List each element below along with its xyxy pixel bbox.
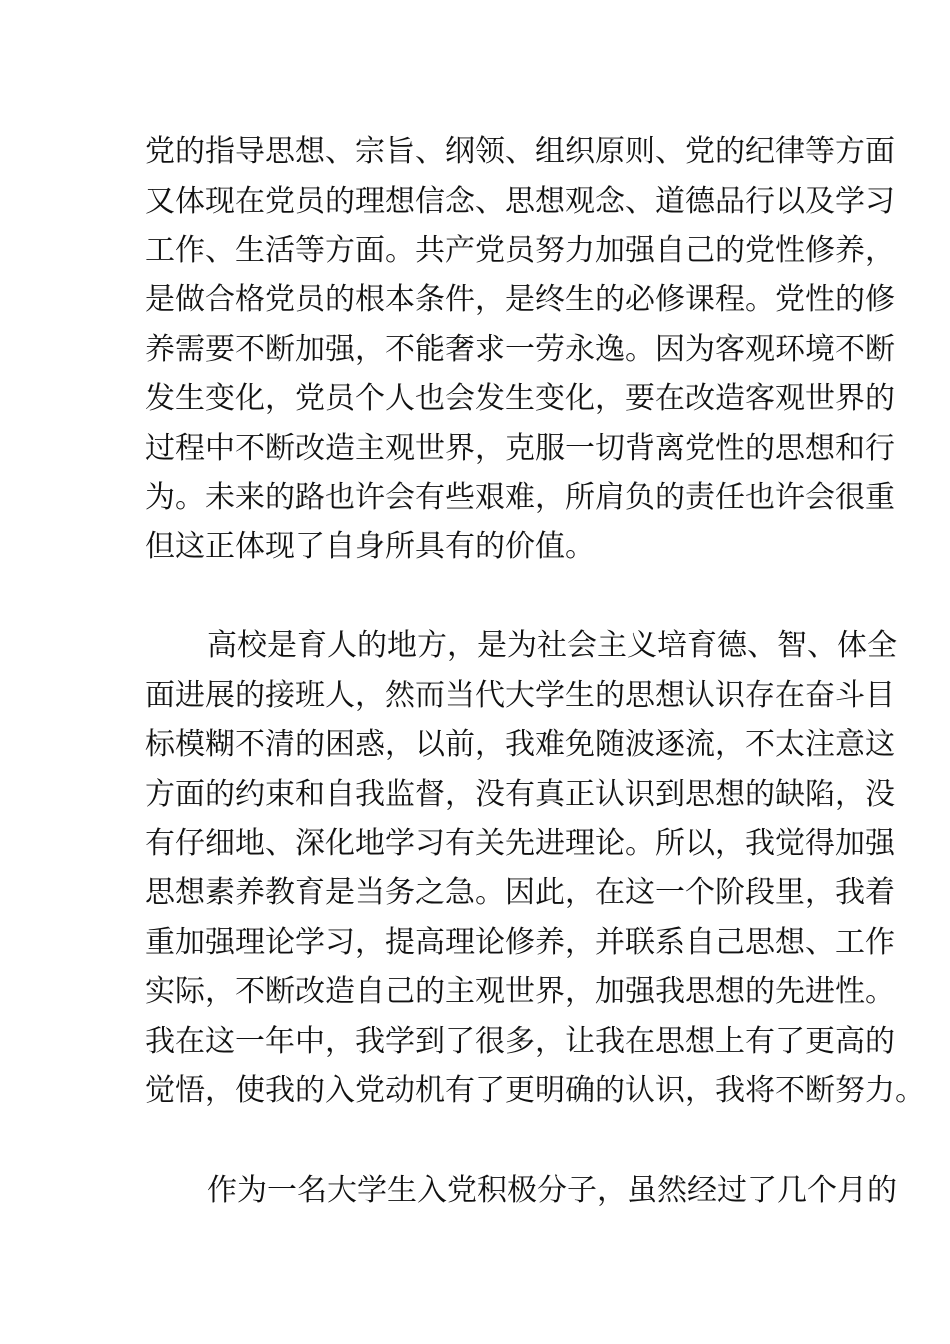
text-line: 方面的约束和自我监督，没有真正认识到思想的缺陷，没	[145, 777, 895, 812]
text-line: 党的指导思想、宗旨、纲领、组织原则、党的纪律等方面	[145, 134, 895, 169]
text-line: 觉悟，使我的入党动机有了更明确的认识，我将不断努力。	[145, 1073, 925, 1108]
text-line: 又体现在党员的理想信念、思想观念、道德品行以及学习	[145, 184, 895, 219]
text-line: 重加强理论学习，提高理论修养，并联系自己思想、工作	[145, 925, 895, 960]
text-line: 标模糊不清的困惑，以前，我难免随波逐流，不太注意这	[145, 727, 895, 762]
text-line: 有仔细地、深化地学习有关先进理论。所以，我觉得加强	[145, 826, 895, 861]
text-line: 作为一名大学生入党积极分子，虽然经过了几个月的	[207, 1173, 897, 1208]
text-line: 发生变化，党员个人也会发生变化，要在改造客观世界的	[145, 381, 895, 416]
text-line: 面进展的接班人，然而当代大学生的思想认识存在奋斗目	[145, 678, 895, 713]
text-line: 过程中不断改造主观世界，克服一切背离党性的思想和行	[145, 431, 895, 466]
text-line: 养需要不断加强，不能奢求一劳永逸。因为客观环境不断	[145, 332, 895, 367]
text-line: 高校是育人的地方，是为社会主义培育德、智、体全	[207, 628, 897, 663]
text-line: 是做合格党员的根本条件，是终生的必修课程。党性的修	[145, 282, 895, 317]
text-line: 我在这一年中，我学到了很多，让我在思想上有了更高的	[145, 1024, 895, 1059]
text-line: 但这正体现了自身所具有的价值。	[145, 529, 595, 564]
text-line: 为。未来的路也许会有些艰难，所肩负的责任也许会很重	[145, 480, 895, 515]
text-line: 思想素养教育是当务之急。因此，在这一个阶段里，我着	[145, 875, 895, 910]
text-line: 工作、生活等方面。共产党员努力加强自己的党性修养，	[145, 233, 895, 268]
text-line: 实际，不断改造自己的主观世界，加强我思想的先进性。	[145, 974, 895, 1009]
